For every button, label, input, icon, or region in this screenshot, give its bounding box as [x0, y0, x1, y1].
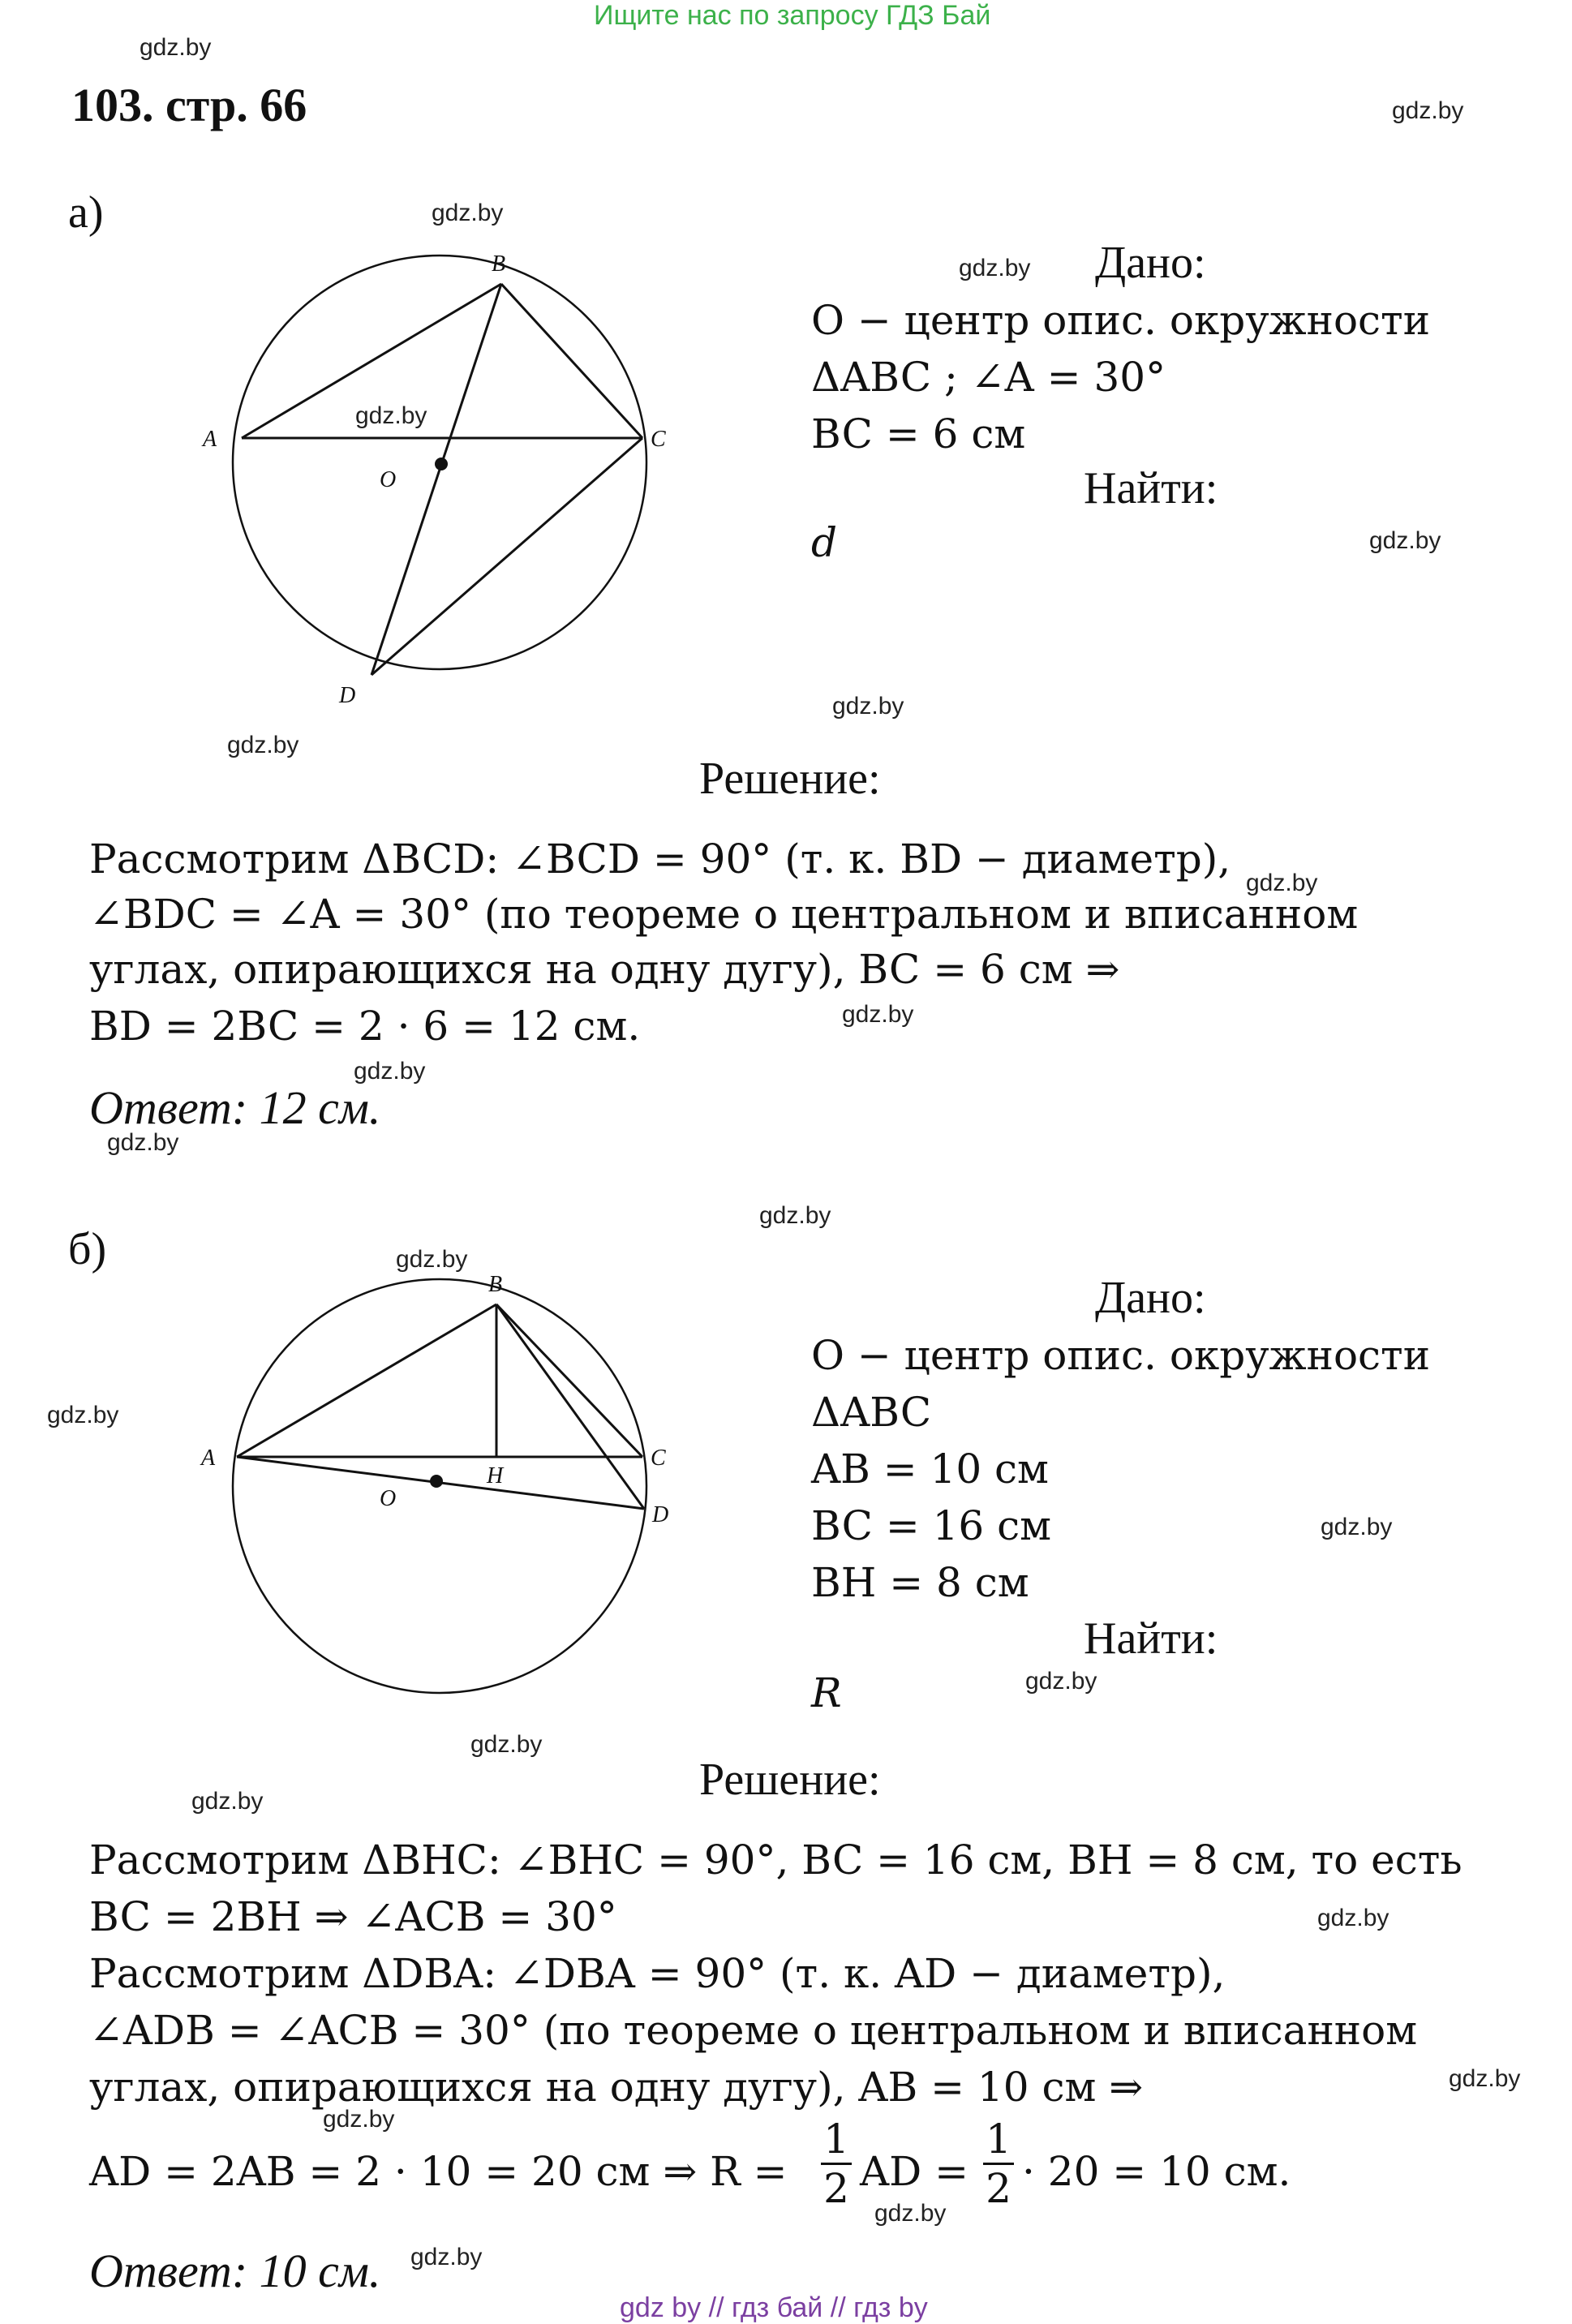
point-label-h: H: [487, 1463, 504, 1488]
solution-line: Рассмотрим ΔBHC: ∠BHC = 90°, BC = 16 см, BH = 8 см, то есть: [89, 1836, 1462, 1884]
solution-line: Рассмотрим ΔDBA: ∠DBA = 90° (т. к. AD − диаметр),: [89, 1950, 1226, 1997]
point-label-o: O: [380, 467, 397, 492]
part-b-label: б): [68, 1224, 107, 1274]
fraction-denominator: 2: [823, 2165, 849, 2212]
fraction: [821, 2116, 852, 2212]
given-heading: Дано:: [1095, 1273, 1206, 1323]
watermark: gdz.by: [47, 1402, 119, 1428]
watermark: gdz.by: [355, 402, 427, 429]
solution-line: углах, опирающихся на одну дугу), BC = 6 см ⇒: [89, 946, 1120, 993]
fraction-denominator: 2: [986, 2165, 1011, 2212]
watermark: gdz.by: [140, 34, 212, 61]
center-point: [435, 457, 448, 470]
watermark: gdz.by: [1321, 1514, 1393, 1540]
point-label-o: O: [380, 1486, 397, 1511]
watermark: gdz.by: [107, 1129, 179, 1156]
solution-line: BD = 2BC = 2 · 6 = 12 см.: [89, 1003, 641, 1050]
given-line: BC = 16 см: [811, 1502, 1052, 1549]
footer-links: gdz by // гдз бай // гдз by: [620, 2292, 928, 2323]
segment-ab: [237, 1304, 496, 1457]
solution-line: AD = 2AB = 2 · 10 = 20 см ⇒ R =: [89, 2148, 788, 2195]
watermark: gdz.by: [1449, 2065, 1521, 2092]
watermark: gdz.by: [396, 1246, 468, 1273]
solution-line: ∠BDC = ∠A = 30° (по теореме о центральном и вписанном: [89, 891, 1359, 938]
watermark: gdz.by: [191, 1788, 264, 1815]
solution-line: · 20 = 10 см.: [1022, 2148, 1291, 2195]
point-label-a: A: [203, 427, 217, 452]
solution-line: ∠ADB = ∠ACB = 30° (по теореме о центральном и вписанном: [89, 2007, 1418, 2054]
watermark: gdz.by: [410, 2244, 483, 2270]
segment-ab: [242, 284, 501, 438]
watermark: gdz.by: [759, 1202, 831, 1229]
fraction: [983, 2116, 1014, 2212]
watermark: gdz.by: [1025, 1668, 1097, 1695]
given-heading: Дано:: [1095, 238, 1206, 288]
solution-line: углах, опирающихся на одну дугу), AB = 10 см ⇒: [89, 2064, 1144, 2111]
fraction-numerator: 1: [986, 2116, 1011, 2163]
solution-line: AD =: [860, 2148, 969, 2195]
point-label-c: C: [651, 427, 666, 452]
solution-line: Рассмотрим ΔBCD: ∠BCD = 90° (т. к. BD − диаметр),: [89, 836, 1231, 883]
point-label-b: B: [492, 251, 506, 277]
solution-heading: Решение:: [699, 754, 881, 804]
part-a-label: а): [68, 187, 104, 238]
given-line: O − центр опис. окружности: [811, 297, 1431, 344]
point-label-b: B: [488, 1274, 503, 1297]
page-title: 103. стр. 66: [71, 79, 307, 131]
find-heading: Найти:: [1084, 1613, 1218, 1664]
center-point: [430, 1475, 443, 1488]
watermark: gdz.by: [354, 1058, 426, 1085]
solution-line: BC = 2BH ⇒ ∠ACB = 30°: [89, 1893, 617, 1940]
watermark: gdz.by: [227, 732, 299, 758]
given-line: AB = 10 см: [811, 1446, 1049, 1493]
find-heading: Найти:: [1084, 463, 1218, 513]
watermark: gdz.by: [1369, 527, 1441, 554]
watermark: gdz.by: [432, 200, 504, 226]
fraction-numerator: 1: [823, 2116, 849, 2163]
given-line: BC = 6 см: [811, 410, 1026, 457]
part-a-diagram: [195, 251, 681, 722]
given-line: ΔABC: [811, 1389, 932, 1436]
given-line: O − центр опис. окружности: [811, 1332, 1431, 1379]
point-label-a: A: [201, 1446, 216, 1471]
given-line: ΔABC ; ∠A = 30°: [811, 354, 1166, 401]
segment-bc: [501, 284, 642, 438]
point-label-d: D: [339, 683, 356, 708]
segment-bc: [496, 1304, 642, 1457]
watermark: gdz.by: [1392, 97, 1464, 124]
answer: Ответ: 12 см.: [89, 1081, 381, 1134]
given-line: BH = 8 см: [811, 1559, 1029, 1606]
watermark: gdz.by: [470, 1731, 543, 1758]
watermark: gdz.by: [842, 1001, 914, 1028]
find-value: d: [811, 519, 838, 566]
watermark: gdz.by: [832, 693, 904, 720]
solution-heading: Решение:: [699, 1755, 881, 1805]
find-value: R: [811, 1669, 842, 1716]
search-banner: Ищите нас по запросу ГДЗ Бай: [594, 0, 991, 31]
watermark: gdz.by: [959, 255, 1031, 281]
watermark: gdz.by: [1317, 1905, 1389, 1931]
point-label-d: D: [652, 1502, 669, 1527]
segment-bd: [496, 1304, 644, 1509]
part-b-diagram: [195, 1274, 681, 1728]
watermark: gdz.by: [323, 2106, 395, 2133]
watermark: gdz.by: [1246, 870, 1318, 896]
watermark: gdz.by: [874, 2200, 947, 2227]
segment-cd: [372, 438, 642, 675]
point-label-c: C: [651, 1446, 666, 1471]
answer: Ответ: 10 см.: [89, 2245, 381, 2297]
